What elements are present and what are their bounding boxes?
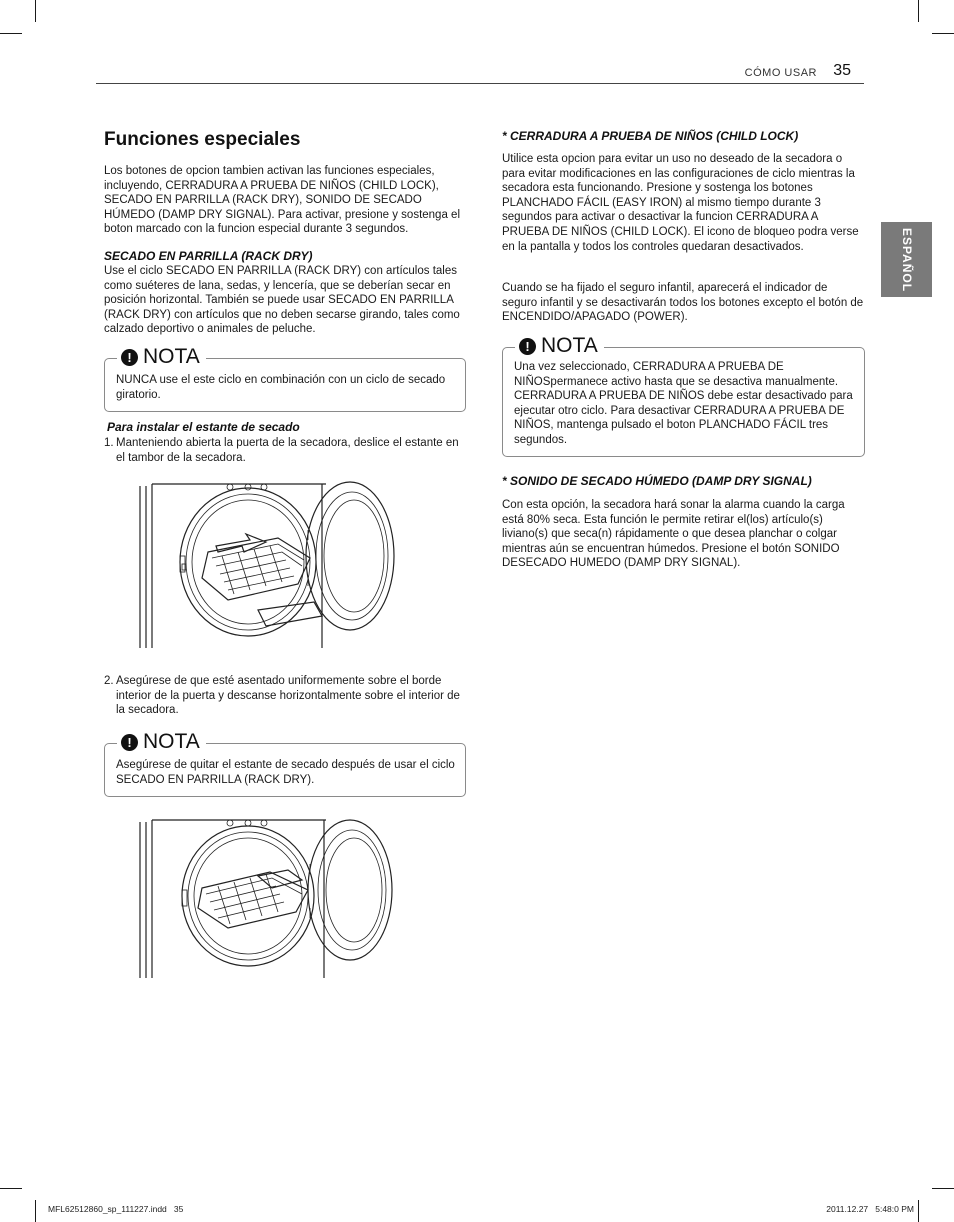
child-lock-paragraph-1: Utilice esta opcion para evitar un uso no deseado de la secadora o para evitar modificaciones en las configuraciones de ciclo mientras la secadora esta funcionando. Presione y sostenga los botones PLANCHADO FÁCIL (EASY IRON) al mismo tiempo durante 3 segundos para activar o desactivar la funcion CERRADURA A PRUEBA DE NIÑOS (CHILD LOCK). El icono de bloqueo podra verse en la pantalla y todos los controles quedaran desactivados. <box>502 153 859 253</box>
crop-mark <box>932 1188 954 1189</box>
note-title-3: NOTA <box>541 334 598 357</box>
footer-file-info: MFL62512860_sp_111227.indd 35 <box>48 1204 184 1214</box>
note-title-2: NOTA <box>143 730 200 753</box>
rack-dry-heading: SECADO EN PARRILLA (RACK DRY) <box>104 249 313 263</box>
note-label-2 <box>117 730 206 754</box>
exclamation-icon: ! <box>121 349 138 366</box>
header-rule <box>96 83 864 84</box>
page-number: 35 <box>833 62 851 79</box>
rack-dry-paragraph: Use el ciclo SECADO EN PARRILLA (RACK DRY) con artículos tales como suéteres de lana, sedas, y lencería, que se deberían secar en posición horizontal. También se puede usar SECADO EN PARRILLA (RACK DRY) con artículos que no deben secarse girando, tales como calzado deportivo o animales de peluche. <box>104 265 460 336</box>
install-step-1 <box>104 436 464 465</box>
note-box-2 <box>104 730 466 797</box>
crop-mark <box>918 0 919 22</box>
dryer-rack-insert-illustration <box>138 480 398 652</box>
exclamation-icon: ! <box>121 734 138 751</box>
note-text-1: NUNCA use el este ciclo en combinación con un ciclo de secado giratorio. <box>116 374 446 401</box>
note-box-1 <box>104 345 466 412</box>
crop-mark <box>932 33 954 34</box>
header-section: CÓMO USAR <box>744 67 817 79</box>
note-box-3 <box>502 334 865 457</box>
page-title: Funciones especiales <box>104 129 301 150</box>
damp-dry-paragraph: Con esta opción, la secadora hará sonar la alarma cuando la carga está 80% seca. Esta función le permite retirar el(los) artículo(s) liviano(s) que seca(n) rápidamente o que desea planchar o colgar mientras aún se encuentran húmedos. Presione el botón SONIDO DESECADO HUMEDO (DAMP DRY SIGNAL). <box>502 499 845 570</box>
child-lock-heading: * CERRADURA A PRUEBA DE NIÑOS (CHILD LOCK) <box>502 129 799 143</box>
crop-mark <box>0 33 22 34</box>
step-1-text: Manteniendo abierta la puerta de la secadora, deslice el estante en el tambor de la secadora. <box>116 437 459 464</box>
dryer-rack-installed-illustration <box>138 816 398 980</box>
install-step-2 <box>104 674 464 718</box>
step-2-number: 2. <box>104 675 114 687</box>
install-heading: Para instalar el estante de secado <box>107 420 300 434</box>
note-title-1: NOTA <box>143 345 200 368</box>
language-tab-label: ESPAÑOL <box>899 227 914 292</box>
exclamation-icon: ! <box>519 338 536 355</box>
crop-mark <box>35 0 36 22</box>
note-label-1 <box>117 345 206 369</box>
step-2-text: Asegúrese de que esté asentado uniformemente sobre el borde interior de la puerta y descanse horizontalmente sobre el interior de la secadora. <box>116 675 460 717</box>
crop-mark <box>0 1188 22 1189</box>
crop-mark <box>918 1200 919 1222</box>
child-lock-paragraph-2: Cuando se ha fijado el seguro infantil, aparecerá el indicador de seguro infantil y se desactivarán todos los botones excepto el botón de ENCENDIDO/APAGADO (POWER). <box>502 282 864 324</box>
note-text-3: Una vez seleccionado, CERRADURA A PRUEBA DE NIÑOSpermanece activo hasta que se desactiva manualmente. CERRADURA A PRUEBA DE NIÑOS debe estar desactivado para ejecutar otro ciclo. Para desactivar CERRADURA A PRUEBA DE NIÑOS, mantenga pulsado el boton PLANCHADO FÁCIL tres segundos. <box>514 361 853 446</box>
step-1-number: 1. <box>104 437 114 449</box>
note-text-2: Asegúrese de quitar el estante de secado después de usar el ciclo SECADO EN PARRILLA (RACK DRY). <box>116 759 455 786</box>
crop-mark <box>35 1200 36 1222</box>
language-tab <box>881 222 932 297</box>
note-label-3 <box>515 334 604 358</box>
damp-dry-heading: * SONIDO DE SECADO HÚMEDO (DAMP DRY SIGNAL) <box>502 474 812 488</box>
footer-timestamp: 2011.12.27 5:48:0 PM <box>826 1204 914 1214</box>
intro-paragraph: Los botones de opcion tambien activan las funciones especiales, incluyendo, CERRADURA A PRUEBA DE NIÑOS (CHILD LOCK), SECADO EN PARRILLA (RACK DRY), SONIDO DE SECADO HÚMEDO (DAMP DRY SIGNAL). Para activar, presione y sostenga el boton marcado con la funcion especial durante 3 segundos. <box>104 165 460 236</box>
